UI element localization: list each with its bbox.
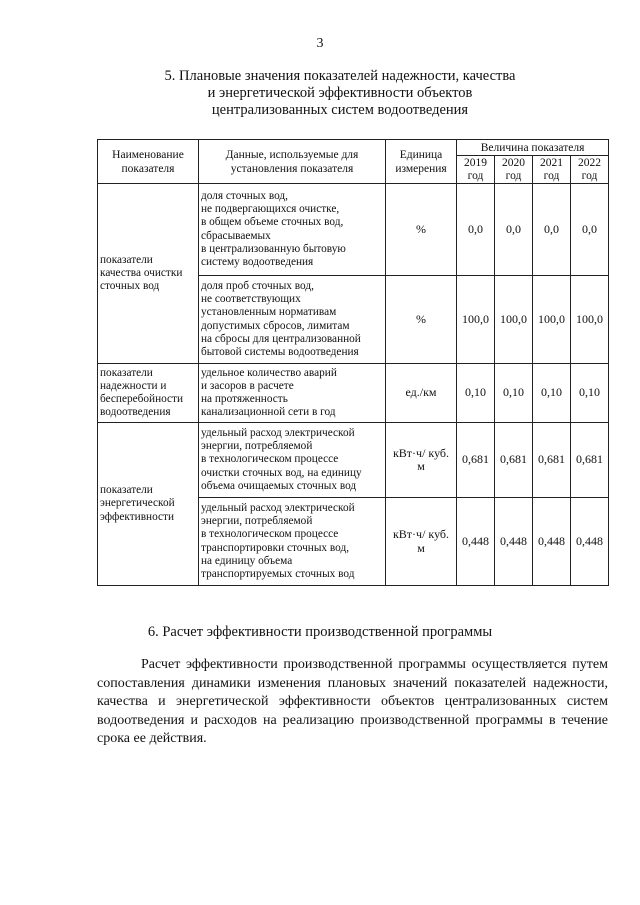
value-cell: 0,448: [457, 498, 495, 586]
row-unit: ед./км: [386, 364, 457, 423]
section6-paragraph: Расчет эффективности производственной программы осуществляется путем сопоставления динамики изменения плановых значений показателей надежности, качества и энергетической эффективности объектов централизованных систем водоотведения и расходов на реализацию производственной программы в течение срока ее действия.: [97, 657, 608, 746]
value-cell: 0,0: [495, 184, 533, 276]
header-year-2020: 2020 год: [495, 156, 533, 184]
value-cell: 0,681: [495, 423, 533, 498]
row-unit: %: [386, 276, 457, 364]
page-number: 3: [316, 36, 324, 51]
section6-title: 6. Расчет эффективности производственной программы: [147, 624, 493, 640]
value-cell: 0,10: [457, 364, 495, 423]
header-year-2022: 2022 год: [571, 156, 609, 184]
value-cell: 0,681: [571, 423, 609, 498]
section5-title-line: 5. Плановые значения показателей надежности, качества: [164, 68, 516, 84]
row-unit: %: [386, 184, 457, 276]
section5-title-line: централизованных систем водоотведения: [211, 102, 469, 118]
table-row: [98, 423, 609, 498]
header-value: Величина показателя: [457, 140, 609, 156]
value-cell: 100,0: [533, 276, 571, 364]
value-cell: 0,681: [533, 423, 571, 498]
value-cell: 100,0: [495, 276, 533, 364]
value-cell: 0,448: [533, 498, 571, 586]
table-row: [98, 184, 609, 276]
row-description: удельный расход электрической энергии, потребляемой в технологическом процессе очистки сточных вод, на единицу объема очищаемых сточных вод: [199, 423, 386, 498]
section5-title: [120, 68, 560, 119]
row-description: доля проб сточных вод, не соответствующих установленным нормативам допустимых сбросов, лимитам на сбросы для централизованной бытовой системы водоотведения: [199, 276, 386, 364]
group-name-reliability: показатели надежности и бесперебойности водоотведения: [98, 364, 199, 423]
row-unit: кВт·ч/ куб. м: [386, 423, 457, 498]
row-description: удельное количество аварий и засоров в расчете на протяженность канализационной сети в год: [199, 364, 386, 423]
value-cell: 0,10: [571, 364, 609, 423]
value-cell: 0,10: [495, 364, 533, 423]
table-row: [98, 364, 609, 423]
value-cell: 0,681: [457, 423, 495, 498]
indicators-table: [97, 139, 609, 586]
row-description: доля сточных вод, не подвергающихся очистке, в общем объеме сточных вод, сбрасываемых в централизованную бытовую систему водоотведения: [199, 184, 386, 276]
value-cell: 0,448: [571, 498, 609, 586]
section5-title-line: и энергетической эффективности объектов: [207, 85, 473, 101]
row-description: удельный расход электрической энергии, потребляемой в технологическом процессе транспортировки сточных вод, на единицу объема транспортируемых сточных вод: [199, 498, 386, 586]
group-name-quality: показатели качества очистки сточных вод: [98, 184, 199, 364]
header-data: Данные, используемые для установления показателя: [199, 140, 386, 184]
header-name: Наименование показателя: [98, 140, 199, 184]
value-cell: 0,0: [457, 184, 495, 276]
header-unit: Единица измерения: [386, 140, 457, 184]
value-cell: 0,448: [495, 498, 533, 586]
value-cell: 100,0: [571, 276, 609, 364]
value-cell: 0,0: [571, 184, 609, 276]
value-cell: 0,0: [533, 184, 571, 276]
row-unit: кВт·ч/ куб. м: [386, 498, 457, 586]
header-year-2021: 2021 год: [533, 156, 571, 184]
header-year-2019: 2019 год: [457, 156, 495, 184]
value-cell: 100,0: [457, 276, 495, 364]
value-cell: 0,10: [533, 364, 571, 423]
group-name-energy: показатели энергетической эффективности: [98, 423, 199, 586]
